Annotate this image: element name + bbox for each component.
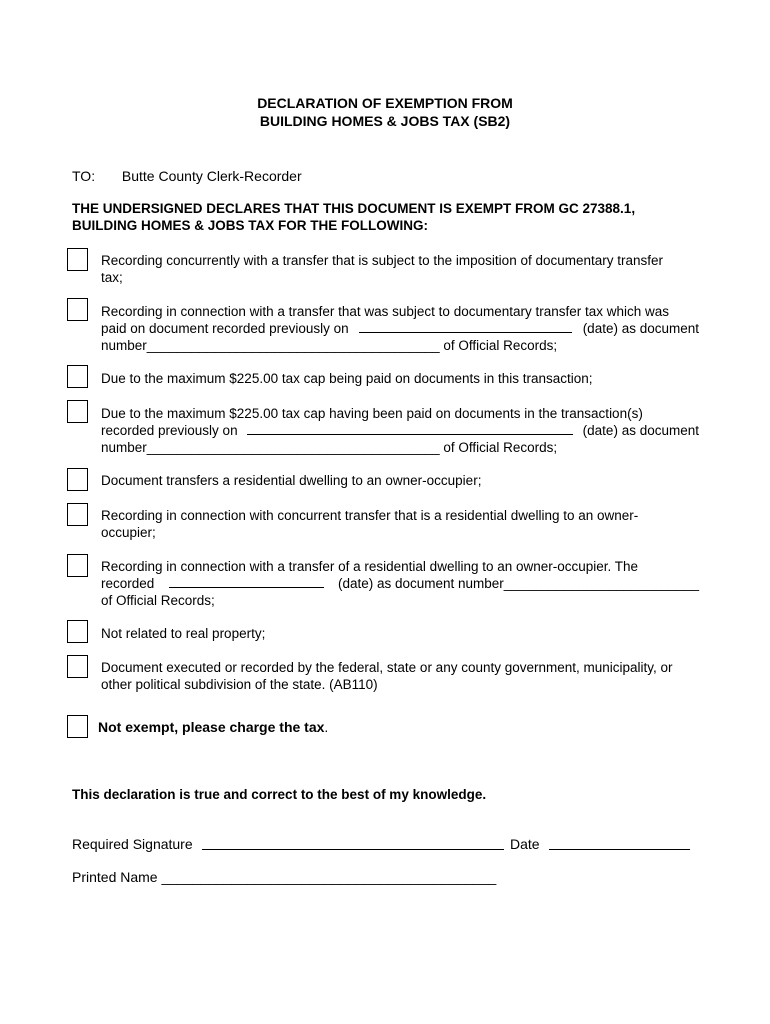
date-field[interactable]: [549, 849, 690, 850]
title-line-2: BUILDING HOMES & JOBS TAX (SB2): [259, 113, 511, 129]
option-line: [101, 422, 699, 439]
option-text: Recording in connection with a transfer of a residential dwelling to an owner-occupier. The: [101, 559, 639, 574]
option-line: [101, 575, 699, 592]
to-recipient: Butte County Clerk-Recorder: [121, 168, 302, 184]
option-text: other political subdivision of the state. (AB110): [101, 677, 378, 692]
checkbox-tax-cap-being-paid[interactable]: [67, 365, 88, 388]
date-blank[interactable]: [169, 575, 324, 588]
checkbox-tax-cap-previously-paid[interactable]: [67, 400, 88, 423]
date-blank[interactable]: [359, 320, 572, 333]
checkbox-transfer-previously-recorded[interactable]: [67, 298, 88, 321]
declaration-statement: This declaration is true and correct to the best of my knowledge.: [72, 787, 487, 802]
document-title: [0, 94, 770, 130]
date-blank[interactable]: [247, 422, 573, 435]
option-text: Not related to real property;: [101, 626, 266, 641]
option-text: Due to the maximum $225.00 tax cap having been paid on documents in the transaction(s): [101, 406, 643, 421]
signature-label: Required Signature: [72, 836, 193, 852]
option-concurrent-residential-transfer: [101, 507, 699, 541]
checkbox-not-exempt[interactable]: [67, 715, 88, 738]
option-line: [101, 337, 699, 354]
option-text: (date) as document: [582, 423, 699, 438]
option-residential-transfer-recorded: [101, 558, 699, 609]
title-line-1: DECLARATION OF EXEMPTION FROM: [257, 95, 513, 111]
not-exempt-label: Not exempt, please charge the tax: [98, 719, 325, 735]
option-government-document: [101, 659, 699, 693]
signature-row: [72, 835, 712, 853]
option-not-exempt: [98, 718, 328, 736]
not-exempt-period: .: [324, 719, 329, 735]
option-text: Recording in connection with concurrent transfer that is a residential dwelling to an owner-: [101, 508, 639, 523]
option-text: tax;: [101, 270, 123, 285]
date-label: Date: [510, 836, 540, 852]
option-text: of Official Records;: [443, 440, 558, 455]
document-number-blank[interactable]: number_______________________________________: [101, 338, 440, 353]
document-number-blank[interactable]: number_______________________________________: [101, 440, 440, 455]
option-line: [101, 320, 699, 337]
declaration-intro: [72, 200, 712, 234]
option-tax-cap-previously-paid: [101, 405, 699, 456]
checkbox-government-document[interactable]: [67, 655, 88, 678]
option-text: (date) as document number__________________________: [337, 576, 699, 591]
option-text: paid on document recorded previously on: [101, 321, 349, 336]
option-text: Document transfers a residential dwelling to an owner-occupier;: [101, 473, 482, 488]
signature-field[interactable]: [202, 849, 504, 850]
to-label: TO:: [72, 168, 96, 184]
option-text: occupier;: [101, 525, 156, 540]
checkbox-concurrent-residential-transfer[interactable]: [67, 503, 88, 526]
to-line: [72, 167, 302, 185]
option-transfer-previously-recorded: [101, 303, 699, 354]
option-text: Document executed or recorded by the federal, state or any county government, municipality, or: [101, 660, 673, 675]
option-text: Due to the maximum $225.00 tax cap being paid on documents in this transaction;: [101, 371, 593, 386]
checkbox-transfer-subject-to-tax[interactable]: [67, 248, 88, 271]
intro-line-2: BUILDING HOMES & JOBS TAX FOR THE FOLLOWING:: [72, 218, 428, 233]
option-text: Recording concurrently with a transfer that is subject to the imposition of documentary transfer: [101, 253, 664, 268]
option-text: recorded previously on: [101, 423, 238, 438]
checkbox-owner-occupier-transfer[interactable]: [67, 468, 88, 491]
option-text: Recording in connection with a transfer that was subject to documentary transfer tax which was: [101, 304, 670, 319]
option-text: of Official Records;: [443, 338, 558, 353]
option-line: [101, 439, 699, 456]
option-transfer-subject-to-tax: [101, 252, 699, 286]
option-owner-occupier-transfer: [101, 472, 699, 489]
option-tax-cap-being-paid: [101, 370, 699, 387]
checkbox-residential-transfer-recorded[interactable]: [67, 554, 88, 577]
option-not-real-property: [101, 625, 699, 642]
option-text: of Official Records;: [101, 593, 215, 608]
checkbox-not-real-property[interactable]: [67, 620, 88, 643]
printed-name-field[interactable]: Printed Name ___________________________________________: [72, 869, 497, 885]
option-text: (date) as document: [582, 321, 699, 336]
option-text: recorded: [101, 576, 155, 591]
intro-line-1: THE UNDERSIGNED DECLARES THAT THIS DOCUMENT IS EXEMPT FROM GC 27388.1,: [72, 201, 636, 216]
